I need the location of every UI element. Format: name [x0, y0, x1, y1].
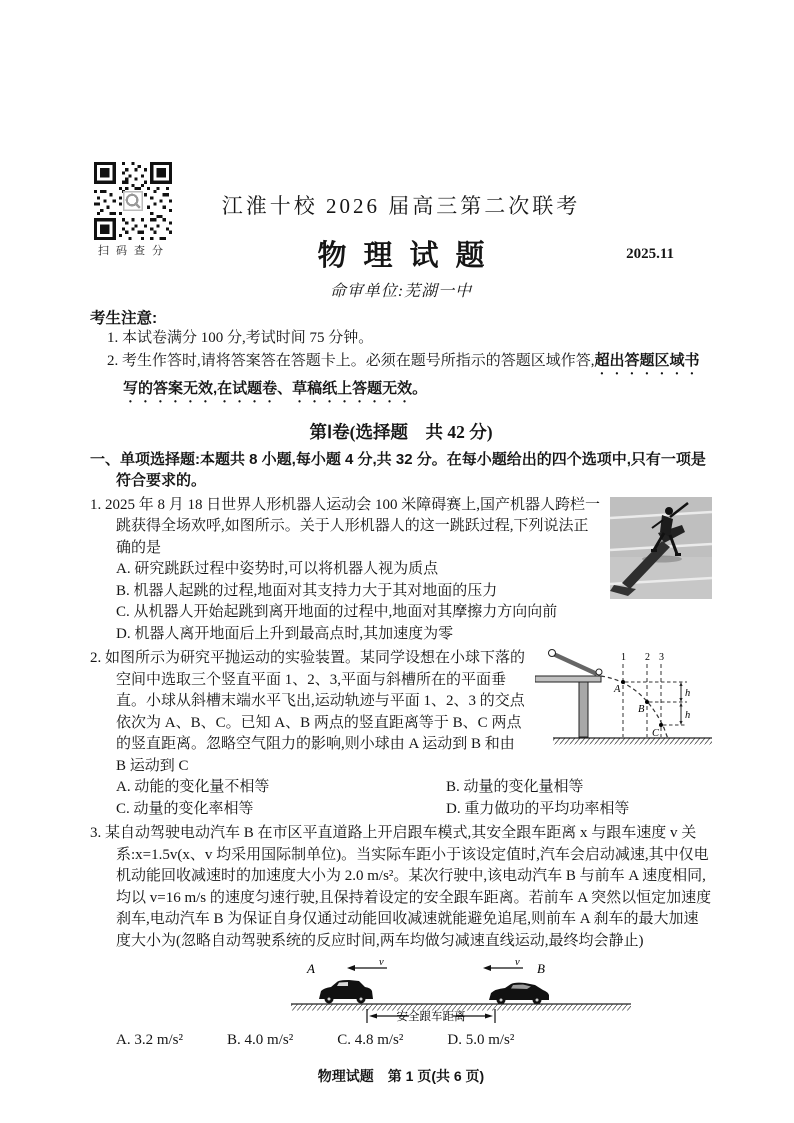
question-number: 1.	[90, 496, 102, 513]
exam-title: 江淮十校 2026 届高三第二次联考	[221, 194, 581, 218]
robot-hurdle-photo	[610, 497, 712, 599]
question-2-text: 2. 如图所示为研究平抛运动的实验装置。某同学设想在小球下落的空间中选取三个竖直平面 1、2、3,平面与斜槽所在的平面垂直。小球从斜槽末端水平飞出,运动轨迹与平面 1、2、3 的交点依次为 A、B、C。已知 A、B 两点的竖直距离等于 B、C 两点的竖直距离。忽略空气阻力的影响,则小球由 A 运动到 B 和由 B 运动到 C	[90, 650, 526, 774]
subject-title: 物理试题	[317, 240, 502, 272]
table-top	[535, 676, 601, 682]
car-b-icon	[489, 983, 549, 1005]
ground-hatch	[553, 739, 712, 745]
inclined-chute	[549, 652, 597, 674]
height-label-h1: h	[685, 688, 691, 699]
question-1	[90, 495, 712, 646]
notice-item-2	[90, 350, 712, 406]
question-3-text: 3. 某自动驾驶电动汽车 B 在市区平直道路上开启跟车模式,其安全跟车距离 x 与跟车速度 v 关系:x=1.5v(x、v 均采用国际制单位)。当实际车距小于该设定值时,汽车会启动减速,其中仅电机动能回收减速时的加速度大小为 2.0 m/s²。某次行驶中,该电动汽车 B 与前车 A 速度相同,均以 v=16 m/s 的速度匀速行驶,且保持着设定的安全跟车距离。若前车 A 突然以恒定加速度刹车,电动汽车 B 为保证自身仅通过动能回收减速就能避免追尾,则前车 A 刹车的最大加速度大小为(忽略自动驾驶系统的反应时间,两车均做匀减速直线运动,最终均会静止)	[90, 825, 712, 949]
question-3	[90, 823, 712, 1052]
question-1-option-a: A. 研究跳跃过程中姿势时,可以将机器人视为质点	[116, 561, 439, 577]
question-2	[90, 648, 712, 820]
rear-car-label: B	[537, 961, 545, 976]
qr-label: 扫码查分	[98, 245, 170, 257]
velocity-arrow-a	[347, 965, 355, 971]
front-car-label: A	[307, 961, 315, 976]
question-2-option-a: A. 动能的变化量不相等	[116, 779, 270, 795]
launch-ball-icon	[596, 669, 602, 675]
speed-label-a: v	[379, 958, 384, 968]
height-label-h2: h	[685, 710, 691, 721]
point-label-c: C	[652, 728, 660, 739]
notice-heading: 考生注意:	[90, 310, 158, 327]
question-3-option-d: D. 5.0 m/s²	[447, 1032, 515, 1048]
plane-label-3: 3	[659, 652, 664, 663]
page-content	[90, 160, 712, 1086]
question-3-option-a: A. 3.2 m/s²	[116, 1032, 184, 1048]
section-title: 第Ⅰ卷(选择题 共 42 分)	[309, 421, 493, 442]
point-label-a: A	[614, 684, 621, 695]
plane-label-2: 2	[645, 652, 650, 663]
notice-item-1: 1. 本试卷满分 100 分,考试时间 75 分钟。	[107, 330, 374, 346]
projectile-figure	[535, 648, 712, 748]
question-2-option-b: B. 动量的变化量相等	[446, 779, 584, 795]
subject-row	[90, 233, 712, 271]
exam-unit: 命审单位:芜湖一中	[329, 283, 473, 300]
table-leg	[579, 682, 588, 737]
question-number: 3.	[90, 825, 102, 841]
qr-code-icon	[94, 162, 172, 240]
plane-label-1: 1	[621, 652, 626, 663]
question-2-option-d: D. 重力做功的平均功率相等	[446, 800, 630, 817]
question-3-options	[116, 1030, 712, 1052]
question-1-option-d: D. 机器人离开地面后上升到最高点时,其加速度为零	[116, 625, 454, 642]
section-instruction: 一、单项选择题:本题共 8 小题,每小题 4 分,共 32 分。在每小题给出的四个选项中,只有一项是符合要求的。	[90, 450, 706, 489]
question-1-option-c: C. 从机器人开始起跳到离开地面的过程中,地面对其摩擦力方向向前	[116, 604, 558, 620]
ball-icon	[549, 650, 556, 657]
cars-figure	[291, 958, 631, 1028]
notice-item-2-emphasis: 超出答题区域书写的答案无效,在试题卷、草稿纸上答题无效。	[123, 351, 700, 397]
question-2-options	[116, 777, 712, 820]
question-number: 2.	[90, 650, 102, 666]
notice	[90, 306, 712, 406]
question-2-option-c: C. 动量的变化率相等	[116, 800, 254, 817]
road-hatch	[291, 1005, 631, 1011]
speed-label-b: v	[515, 958, 520, 968]
cars-figure-wrapper	[291, 958, 712, 1028]
exam-date: 2025.11	[626, 246, 674, 262]
notice-item-2-text: 2. 考生作答时,请将答案答在答题卡上。必须在题号所指示的答题区域作答,	[107, 352, 595, 369]
point-label-b: B	[638, 704, 645, 715]
distance-label: 安全跟车距离	[396, 1011, 466, 1023]
page-footer: 物理试题 第 1 页(共 6 页)	[317, 1067, 485, 1084]
question-3-option-b: B. 4.0 m/s²	[227, 1032, 294, 1048]
velocity-arrow-b	[483, 965, 491, 971]
question-1-option-b: B. 机器人起跳的过程,地面对其支持力大于其对地面的压力	[116, 582, 498, 599]
question-3-option-c: C. 4.8 m/s²	[337, 1032, 404, 1048]
car-a-icon	[319, 980, 373, 1004]
question-1-text: 1. 2025 年 8 月 18 日世界人形机器人运动会 100 米障碍赛上,国产机器人跨栏一跳获得全场欢呼,如图所示。关于人形机器人的这一跳跃过程,下列说法正确的是	[90, 496, 601, 556]
